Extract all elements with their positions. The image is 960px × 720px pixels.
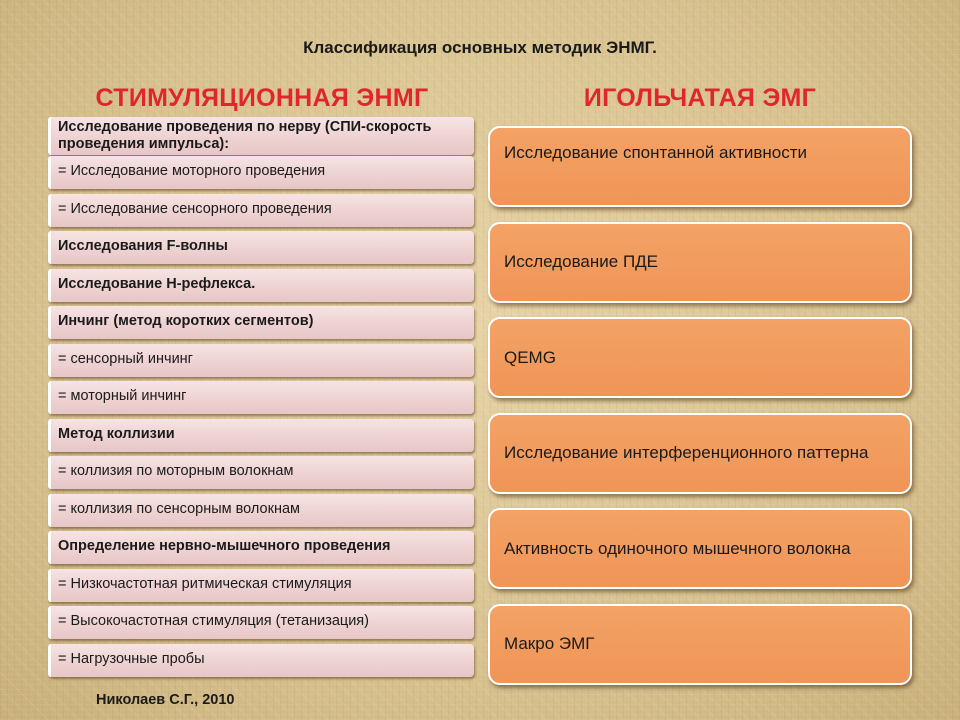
method-item-sensory-collision: = коллизия по сенсорным волокнам bbox=[48, 494, 474, 527]
method-item-sensory-inching: = сенсорный инчинг bbox=[48, 344, 474, 377]
method-item-f-wave: Исследования F-волны bbox=[48, 231, 474, 264]
needle-box-mup bbox=[488, 222, 912, 303]
needle-box-label: Исследование спонтанной активности bbox=[504, 143, 808, 162]
method-item-inching: Инчинг (метод коротких сегментов) bbox=[48, 306, 474, 339]
needle-box-interference bbox=[488, 413, 912, 494]
needle-box-qemg bbox=[488, 317, 912, 398]
method-item-motor-inching: = моторный инчинг bbox=[48, 381, 474, 414]
needle-box-label: Исследование интерференционного паттерна bbox=[504, 443, 869, 462]
stimulation-methods-list bbox=[48, 117, 474, 681]
needle-box-single-fiber bbox=[488, 508, 912, 589]
needle-box-label: QEMG bbox=[504, 347, 556, 367]
method-item-h-reflex: Исследование Н-рефлекса. bbox=[48, 269, 474, 302]
method-item-load-tests: = Нагрузочные пробы bbox=[48, 644, 474, 677]
method-item-nerve-conduction: Исследование проведения по нерву (СПИ-скорость проведения импульса): bbox=[48, 117, 474, 155]
method-item-motor-conduction: = Исследование моторного проведения bbox=[48, 156, 474, 189]
method-item-low-frequency: = Низкочастотная ритмическая стимуляция bbox=[48, 569, 474, 602]
method-item-neuromuscular: Определение нервно-мышечного проведения bbox=[48, 531, 474, 564]
author-citation: Николаев С.Г., 2010 bbox=[96, 692, 235, 708]
needle-box-label: Активность одиночного мышечного волокна bbox=[504, 538, 851, 558]
needle-methods-list bbox=[488, 126, 912, 699]
needle-box-label: Исследование ПДЕ bbox=[504, 252, 659, 271]
method-item-collision: Метод коллизии bbox=[48, 419, 474, 452]
method-item-high-frequency: = Высокочастотная стимуляция (тетанизация) bbox=[48, 606, 474, 639]
method-item-sensory-conduction: = Исследование сенсорного проведения bbox=[48, 194, 474, 227]
needle-box-label: Макро ЭМГ bbox=[504, 634, 595, 653]
method-item-motor-collision: = коллизия по моторным волокнам bbox=[48, 456, 474, 489]
stimulation-emg-heading: СТИМУЛЯЦИОННАЯ ЭНМГ bbox=[95, 84, 429, 112]
needle-box-spontaneous bbox=[488, 126, 912, 207]
slide-title: Классификация основных методик ЭНМГ. bbox=[303, 38, 657, 57]
needle-box-macro-emg bbox=[488, 604, 912, 685]
needle-emg-heading: ИГОЛЬЧАТАЯ ЭМГ bbox=[583, 84, 817, 112]
